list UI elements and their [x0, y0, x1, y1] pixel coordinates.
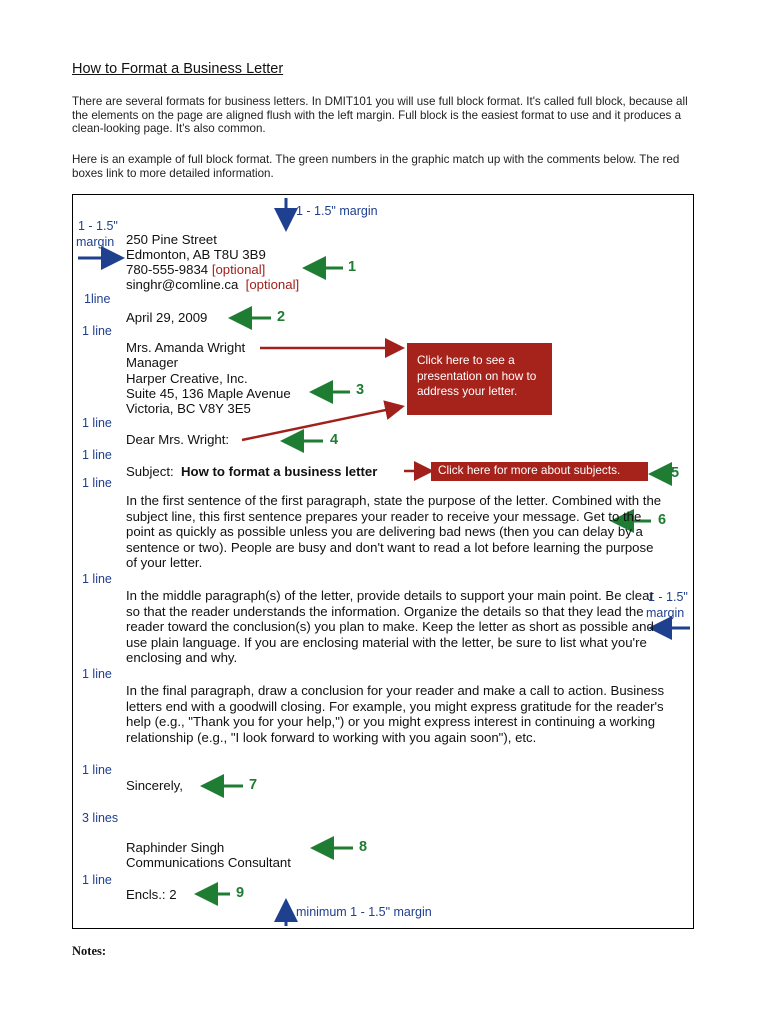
- enclosures: Encls.: 2: [126, 887, 177, 902]
- spacing-label: 1 line: [82, 324, 112, 338]
- left-margin-label: 1 - 1.5": [78, 219, 118, 233]
- recipient-line: Mrs. Amanda Wright: [126, 340, 246, 355]
- intro-paragraph: There are several formats for business letters. In DMIT101 you will use full block format. It's called full block, because all the elements on the page are aligned flush with the left margin. Full block is the easiest format to use and it produces a clean-looking page. It's also common.: [72, 95, 688, 136]
- body-paragraph-1: In the first sentence of the first paragraph, state the purpose of the letter. Combined with the subject line, this first sentence prepares your reader to receive your message. Get to the point as quickly as possible unless you are delivering bad news (then you can delay by a sentence or two). People are busy and don't want to read a lot before learning the purpose of your letter.: [126, 493, 662, 570]
- callout-number-8: 8: [359, 839, 368, 855]
- signer-title: Communications Consultant: [126, 855, 291, 870]
- callout-number-9: 9: [236, 885, 245, 901]
- subject-line: Subject: How to format a business letter: [126, 464, 378, 479]
- callout-number-2: 2: [277, 309, 286, 325]
- left-margin-label-2: margin: [76, 235, 115, 249]
- spacing-label: 1 line: [82, 476, 112, 490]
- callout-number-7: 7: [249, 777, 258, 793]
- subject-help-link[interactable]: Click here for more about subjects.: [431, 462, 648, 481]
- sender-email: singhr@comline.ca [optional]: [126, 277, 300, 292]
- salutation: Dear Mrs. Wright:: [126, 432, 230, 447]
- spacing-label: 1 line: [82, 667, 112, 681]
- intro-paragraph-2: Here is an example of full block format. The green numbers in the graphic match up with the comments below. The red boxes link to more detailed information.: [72, 153, 680, 180]
- optional-note: [optional]: [211, 262, 266, 277]
- callout-number-4: 4: [330, 432, 339, 448]
- spacing-label: 1 line: [82, 448, 112, 462]
- callout-number-6: 6: [658, 512, 667, 528]
- bottom-margin-label: minimum 1 - 1.5" margin: [296, 905, 432, 919]
- recipient-line: Manager: [126, 355, 179, 370]
- spacing-label: 1 line: [82, 416, 112, 430]
- letter-date: April 29, 2009: [126, 310, 208, 325]
- body-paragraph-3: In the final paragraph, draw a conclusion for your reader and make a call to action. Business letters end with a goodwill closing. For example, you might express gratitude for the reader's help (e.g., "Thank you for your help,") or you might express interest in continuing a working relationship (e.g., "I look forward to working with you again soon"), etc.: [126, 683, 665, 745]
- right-margin-label-2: margin: [646, 606, 685, 620]
- signer-name: Raphinder Singh: [126, 840, 225, 855]
- address-help-link[interactable]: Click here to see a presentation on how to address your letter.: [407, 343, 552, 415]
- notes-heading: Notes:: [72, 944, 107, 958]
- recipient-line: Victoria, BC V8Y 3E5: [126, 401, 251, 416]
- body-paragraph-2: In the middle paragraph(s) of the letter, provide details to support your main point. Be clear so that the reader understands the information. Organize the details so that they lead the reader toward the conclusion(s) you plan to make. Keep the letter as short as possible and use plain language. If you are enclosing material with the letter, be sure to list what you're enclosing and why.: [126, 588, 654, 665]
- spacing-label: 1 line: [82, 572, 112, 586]
- spacing-label: 1 line: [82, 763, 112, 777]
- recipient-line: Harper Creative, Inc.: [126, 371, 248, 386]
- sender-address-line: 250 Pine Street: [126, 232, 217, 247]
- spacing-label: 1 line: [82, 873, 112, 887]
- spacing-label: 1line: [84, 292, 111, 306]
- sender-address-line: Edmonton, AB T8U 3B9: [126, 247, 266, 262]
- callout-number-1: 1: [348, 259, 357, 275]
- sender-phone: 780-555-9834 [optional]: [126, 262, 266, 277]
- optional-note: [optional]: [245, 277, 300, 292]
- closing: Sincerely,: [126, 778, 183, 793]
- top-margin-label: 1 - 1.5" margin: [296, 204, 378, 218]
- right-margin-label: 1 - 1.5": [648, 590, 688, 604]
- recipient-line: Suite 45, 136 Maple Avenue: [126, 386, 291, 401]
- spacing-label: 3 lines: [82, 811, 119, 825]
- callout-number-5: 5: [671, 465, 680, 481]
- salutation-link-arrow: [242, 407, 400, 440]
- callout-number-3: 3: [356, 382, 365, 398]
- page-title: How to Format a Business Letter: [72, 61, 284, 77]
